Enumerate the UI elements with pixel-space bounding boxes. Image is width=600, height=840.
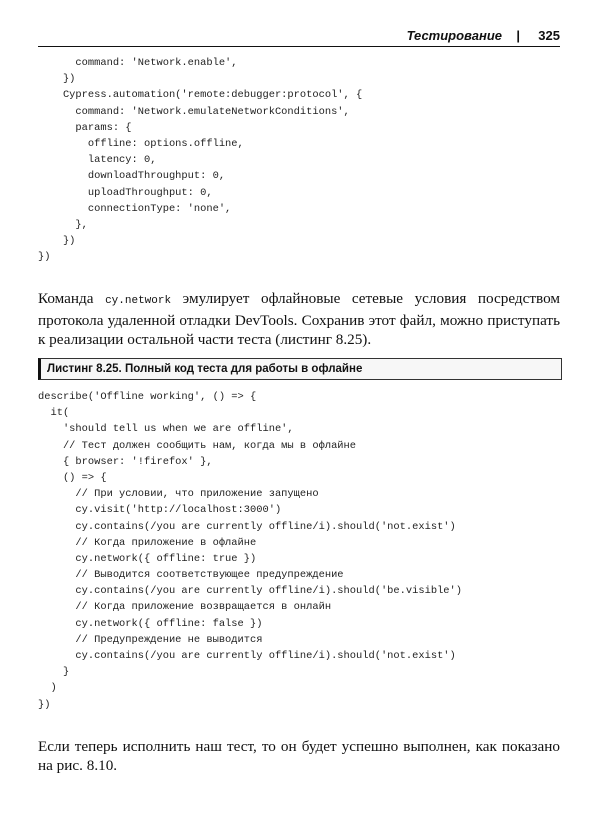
code-line: // При условии, что приложение запущено [38,488,319,501]
code-line: }) [38,73,76,86]
code-line: Cypress.automation('remote:debugger:protocol', { [38,89,363,102]
code-line: () => { [38,471,107,484]
running-header [38,28,560,47]
code-line: { browser: '!firefox' }, [38,455,213,468]
listing-caption-box [38,358,562,380]
code-line: ) [38,682,57,695]
paragraph-1-before: Команда [38,290,106,307]
code-line: cy.contains(/you are currently offline/i).should('not.exist') [38,520,456,533]
listing-title: Листинг 8.25. Полный код теста для работы в офлайне [47,363,363,375]
code-line: // Когда приложение возвращается в онлайн [38,601,332,614]
code-line: cy.network({ offline: true }) [38,552,257,565]
code-line: // Тест должен сообщить нам, когда мы в офлайне [38,439,357,452]
code-line: }) [38,235,76,248]
code-line: command: 'Network.emulateNetworkConditions', [38,105,350,118]
paragraph-2: Если теперь исполнить наш тест, то он будет успешно выполнен, как показано на рис. 8.10. [38,738,560,774]
code-line: cy.visit('http://localhost:3000') [38,504,282,517]
code-line: latency: 0, [38,154,157,167]
code-line: uploadThroughput: 0, [38,186,213,199]
paragraph-1 [38,289,560,349]
code-line: // Когда приложение в офлайне [38,536,257,549]
section-title: Тестирование [406,28,502,43]
code-line: it( [38,407,70,420]
code-line: params: { [38,121,132,134]
code-line: // Предупреждение не выводится [38,633,263,646]
code-line: offline: options.offline, [38,137,244,150]
code-line: cy.contains(/you are currently offline/i).should('not.exist') [38,650,456,662]
code-line: connectionType: 'none', [38,202,232,215]
code-block-top [38,55,362,265]
code-line: }) [38,251,51,264]
paragraph-1-after: эмулирует офлайновые сетевые условия посредством протокола удаленной отладки DevTools. Сохранив этот файл, можно приступать к реализации остальной части теста (листинг 8.25). [38,290,560,348]
code-line: command: 'Network.enable', [38,57,238,69]
code-line: cy.network({ offline: false }) [38,617,263,630]
code-line: // Выводится соответствующее предупреждение [38,569,344,582]
inline-code: cy.network [105,295,172,307]
header-separator: | [516,28,520,43]
code-line: }, [38,218,88,231]
code-line: cy.contains(/you are currently offline/i).should('be.visible') [38,585,463,598]
code-line: }) [38,698,51,711]
code-line: } [38,666,70,679]
code-line: describe('Offline working', () => { [38,391,257,403]
code-line: 'should tell us when we are offline', [38,423,294,436]
code-line: downloadThroughput: 0, [38,170,226,183]
page-number: 325 [538,28,560,43]
code-listing [38,389,462,713]
